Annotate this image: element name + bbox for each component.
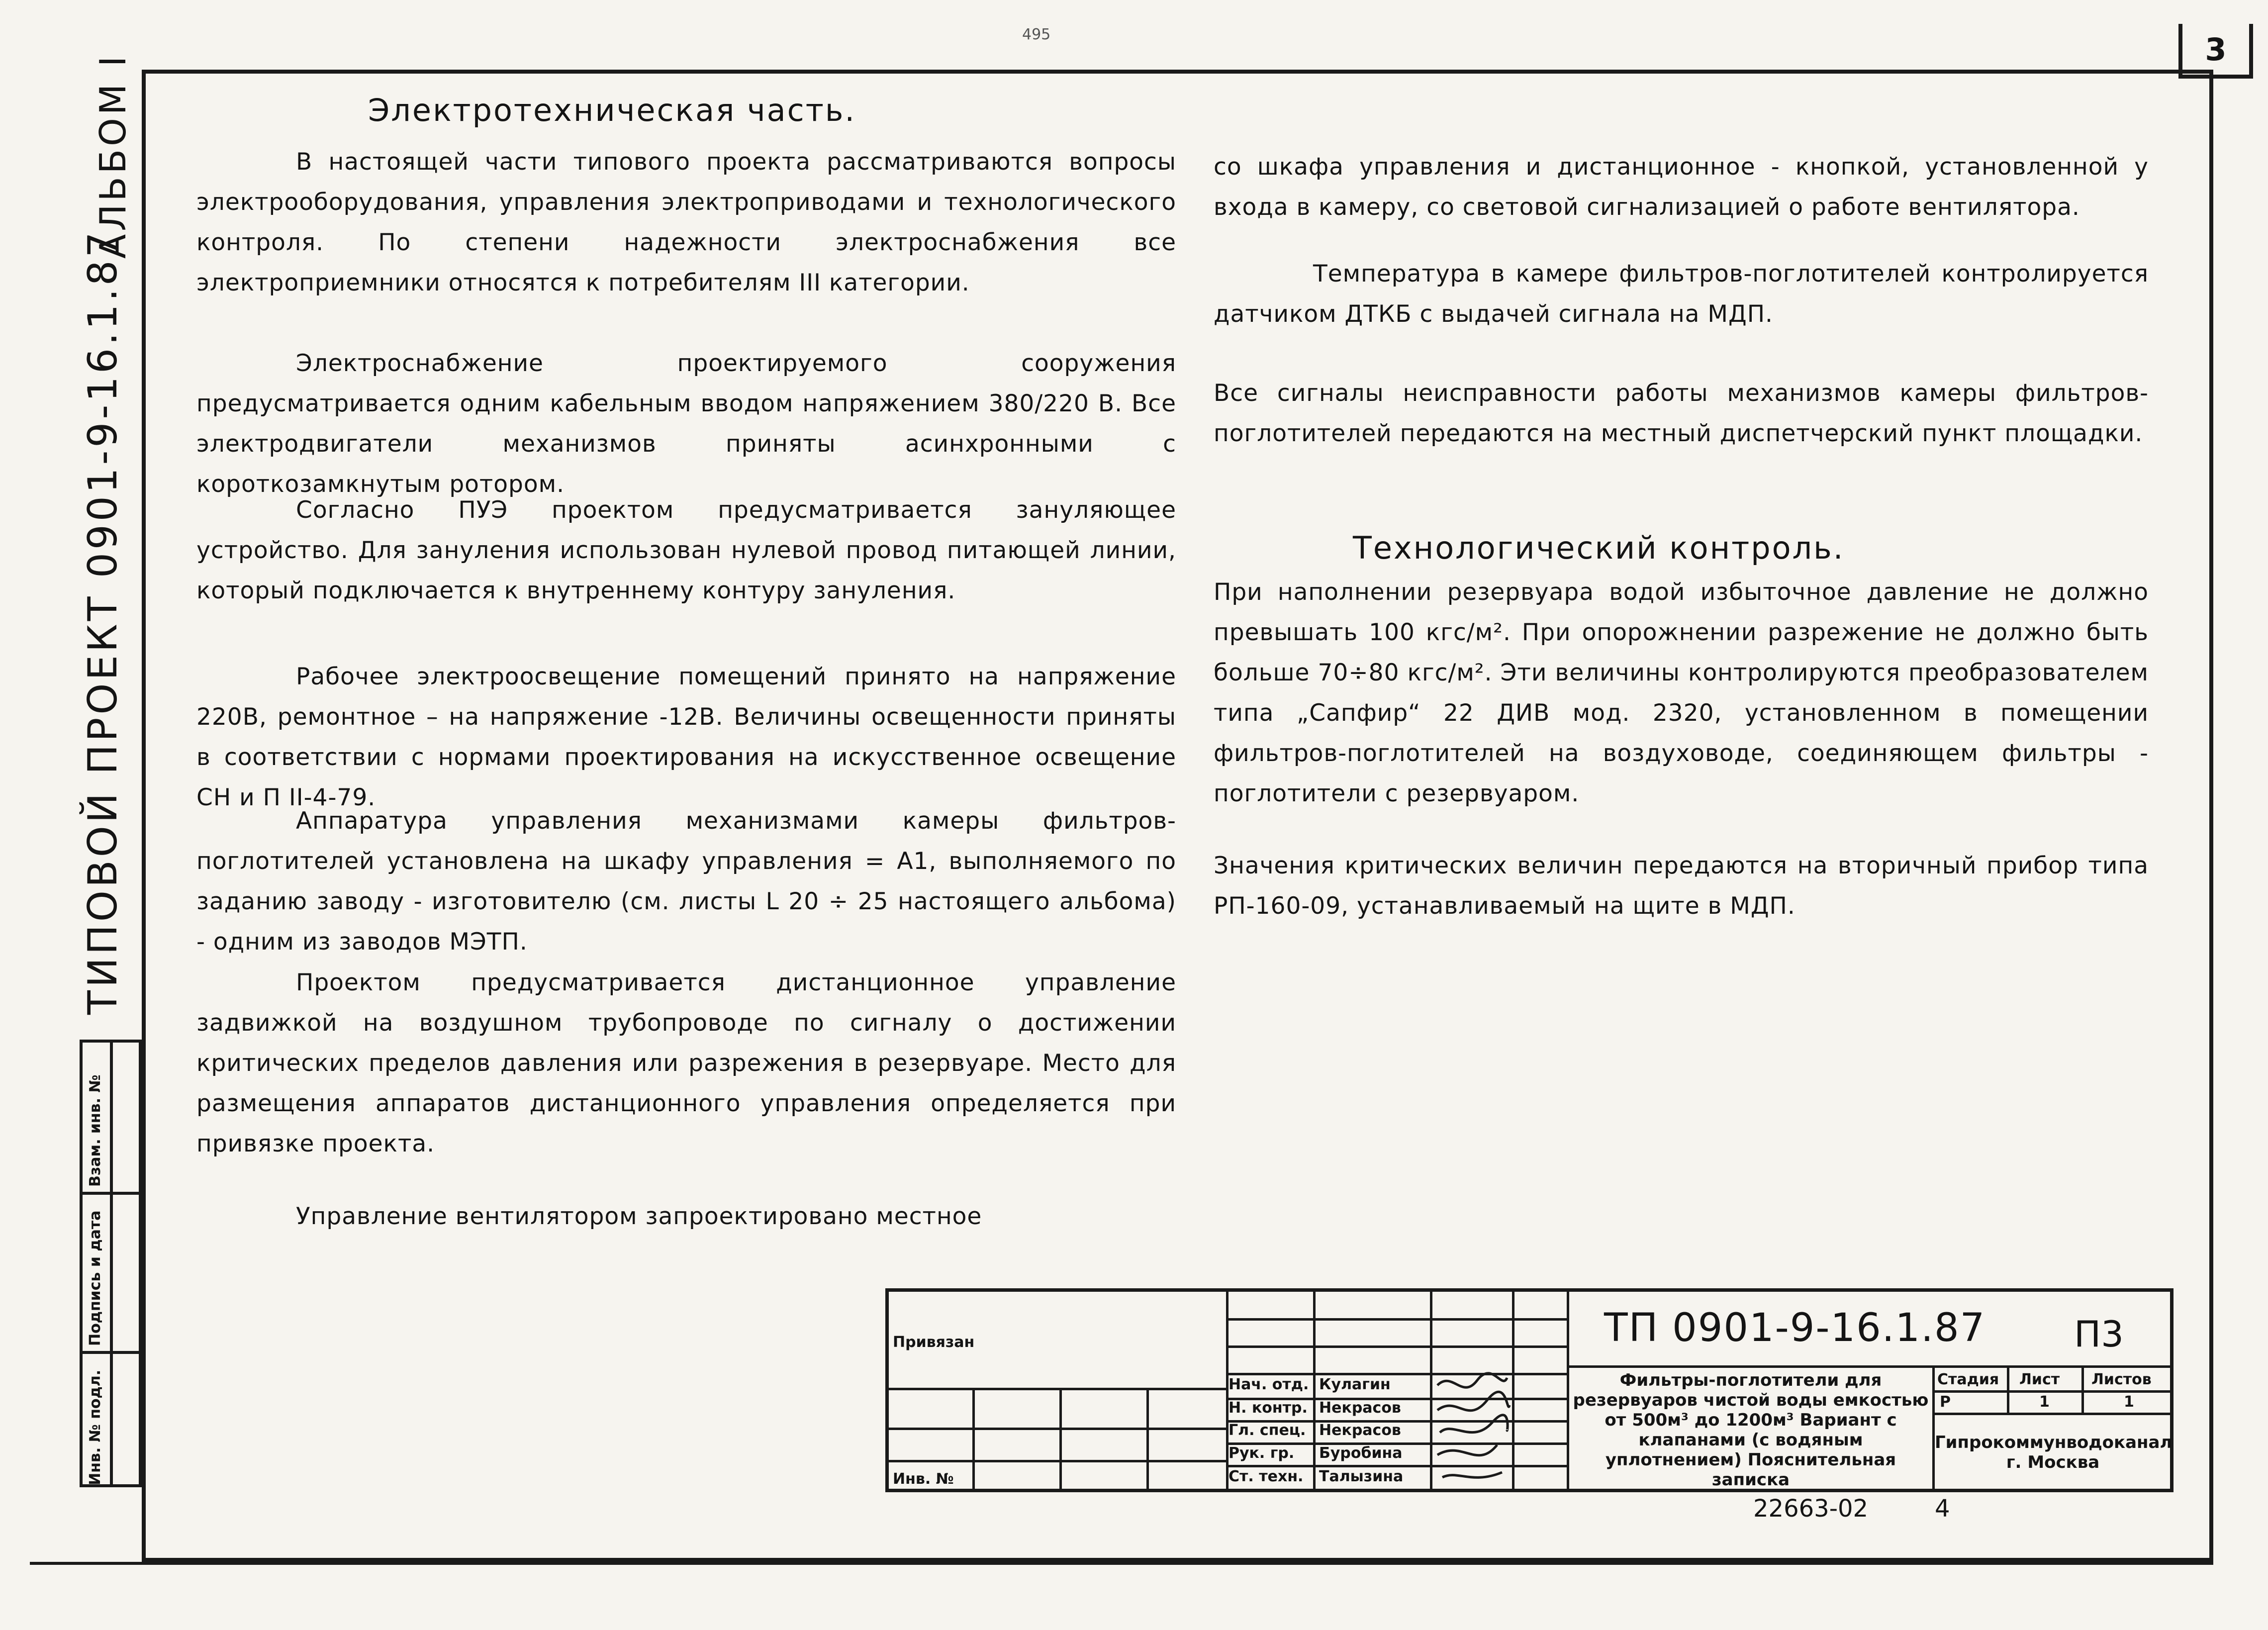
- outer-border-line: [30, 1562, 2213, 1565]
- stage-header: Стадия: [1937, 1371, 1999, 1388]
- sheet-value: 1: [2039, 1393, 2050, 1411]
- right-paragraph-3: Все сигналы неисправности работы механизмов камеры фильтров-поглотителей передаются на местный диспетчерский пункт площадки.: [1214, 380, 2149, 447]
- right-paragraph-5: Значения критических величин передаются на вторичный прибор типа РП-160-09, устанавливаемый на щите в МДП.: [1214, 852, 2149, 920]
- sheet-code: П3: [2074, 1313, 2124, 1355]
- left-paragraph-7: Управление вентилятором запроектировано местное: [296, 1203, 982, 1230]
- side-album-label: АЛЬБОМ I: [92, 53, 134, 259]
- left-paragraph-3: Согласно ПУЭ проектом предусматривается зануляющее устройство. Для зануления использован нулевой провод питающей линии, который подключается к внутреннему контуру зануления.: [196, 496, 1176, 604]
- right-paragraph-2: Температура в камере фильтров-поглотителей контролируется датчиком ДТКБ с выдачей сигнала на МДП.: [1214, 260, 2149, 328]
- name-3: Некрасов: [1319, 1422, 1401, 1439]
- heading-tech-control: Технологический контроль.: [1353, 530, 1845, 566]
- top-mark: 495: [1022, 26, 1051, 43]
- right-paragraph-4: При наполнении резервуара водой избыточное давление не должно превышать 100 кгс/м². При опорожнении разрежение не должно быть больше 70÷80 кгс/м². Эти величины контролируются преобразователем типа „Сапфир“ 22 ДИВ мод. 2320, установленном в помещении фильтров-поглотителей на воздуховоде, соединяющем фильтры - поглотители с резервуаром.: [1214, 578, 2149, 807]
- name-2: Некрасов: [1319, 1399, 1401, 1417]
- role-2: Н. контр.: [1228, 1399, 1308, 1417]
- inv-no-label: Инв. №: [893, 1470, 954, 1488]
- left-paragraph-1: В настоящей части типового проекта рассматриваются вопросы электрооборудования, управления электроприводами и технологического контроля. По степени надежности электроснабжения все электроприемники относятся к потребителям III категории.: [196, 148, 1176, 296]
- sheets-header: Листов: [2091, 1371, 2152, 1388]
- page-number: 3: [2178, 24, 2253, 79]
- strip-label-replace: Взам. инв. №: [87, 1074, 104, 1187]
- archive-number: 22663-02: [1753, 1495, 1869, 1523]
- sheet-header: Лист: [2019, 1371, 2060, 1388]
- left-paragraph-6: Проектом предусматривается дистанционное управление задвижкой на воздушном трубопроводе по сигналу о достижении критических пределов давления или разрежения в резервуаре. Место для размещения аппаратов дистанционного управления определяется при привязке проекта.: [196, 969, 1176, 1157]
- organization: Гипрокоммунводоканал г. Москва: [1935, 1433, 2173, 1472]
- signatures-scribble: [1432, 1370, 1512, 1490]
- project-code: ТП 0901-9-16.1.87: [1604, 1306, 1986, 1350]
- name-1: Кулагин: [1319, 1376, 1391, 1393]
- left-paragraph-4: Рабочее электроосвещение помещений принято на напряжение 220В, ремонтное – на напряжение -12В. Величины освещенности приняты в соответствии с нормами проектирования на искусственное освещение СН и П II-4-79.: [196, 663, 1176, 811]
- stage-value: Р: [1940, 1393, 1951, 1411]
- role-5: Ст. техн.: [1228, 1468, 1304, 1485]
- left-paragraph-2: Электроснабжение проектируемого сооружения предусматривается одним кабельным вводом напряжением 380/220 В. Все электродвигатели механизмов приняты асинхронными с короткозамкнутым ротором.: [196, 350, 1176, 498]
- role-3: Гл. спец.: [1228, 1422, 1306, 1439]
- privyazan-label: Привязан: [893, 1334, 975, 1351]
- strip-label-inv: Инв. № подл.: [87, 1369, 104, 1485]
- strip-label-signature: Подпись и дата: [87, 1210, 104, 1346]
- side-stamp-strip: [80, 1040, 142, 1487]
- right-paragraph-1: со шкафа управления и дистанционное - кнопкой, установленной у входа в камеру, со световой сигнализацией о работе вентилятора.: [1214, 153, 2149, 221]
- role-1: Нач. отд.: [1228, 1376, 1309, 1393]
- sheets-value: 1: [2124, 1393, 2134, 1411]
- name-4: Буробина: [1319, 1444, 1403, 1462]
- document-description: Фильтры-поглотители для резервуаров чистой воды емкостью от 500м³ до 1200м³ Вариант с клапанами (с водяным уплотнением) Пояснительная записка: [1573, 1370, 1929, 1490]
- name-5: Талызина: [1319, 1468, 1404, 1485]
- left-paragraph-5: Аппаратура управления механизмами камеры фильтров-поглотителей установлена на шкафу управления = А1, выполняемого по заданию заводу - изготовителю (см. листы L 20 ÷ 25 настоящего альбома) - одним из заводов МЭТП.: [196, 807, 1176, 956]
- heading-electrical: Электротехническая часть.: [368, 92, 856, 128]
- archive-sheet: 4: [1935, 1495, 1950, 1523]
- side-project-label: ТИПОВОЙ ПРОЕКТ 0901-9-16.1.87: [80, 229, 126, 1015]
- role-4: Рук. гр.: [1228, 1444, 1295, 1462]
